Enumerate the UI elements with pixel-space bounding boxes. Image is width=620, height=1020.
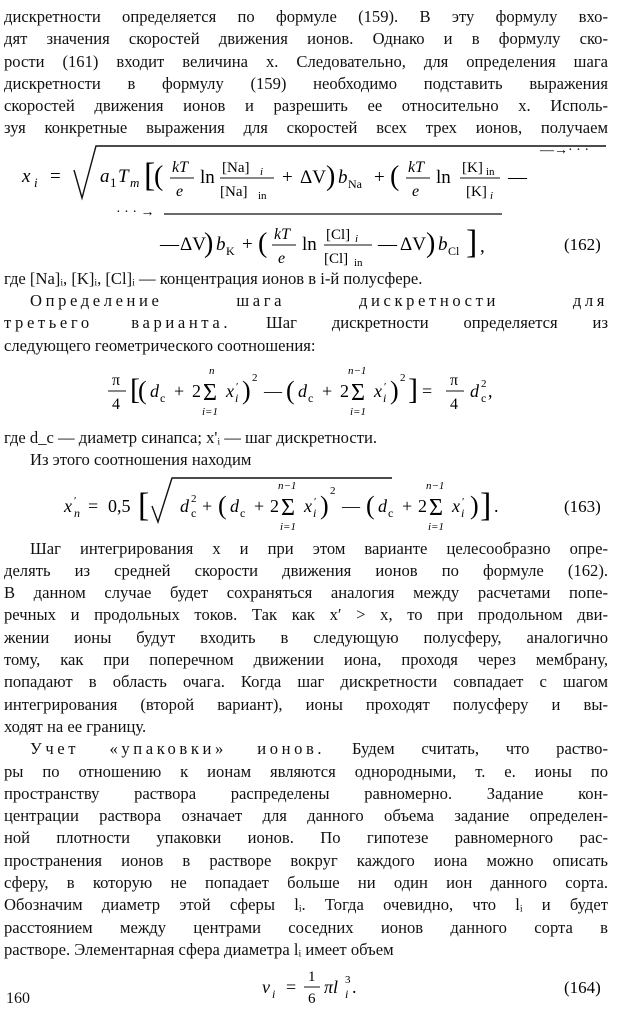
paragraph-ion-packing <box>4 738 608 961</box>
svg-text:i: i <box>345 987 349 1002</box>
svg-text:+: + <box>202 495 213 516</box>
text-line: растворе. Элементарная сфера диаметра lᵢ имеет объем <box>4 939 394 959</box>
text-line: тому, как при поперечном движении иона, проходя через мембрану, <box>4 650 608 670</box>
svg-text:′: ′ <box>462 495 465 508</box>
text-line: попадают в область очага. Когда шаг дискретности совпадает с шагом <box>4 672 608 692</box>
svg-text:+: + <box>174 380 185 401</box>
svg-text:d: d <box>470 380 479 401</box>
svg-text:x: x <box>64 495 72 516</box>
svg-text:c: c <box>388 505 394 520</box>
svg-text:i: i <box>313 505 317 520</box>
svg-text:′: ′ <box>74 494 77 507</box>
svg-text:(: ( <box>286 375 295 405</box>
svg-text:i: i <box>355 232 359 245</box>
svg-text:[Na]: [Na] <box>222 159 250 176</box>
svg-text:i=1: i=1 <box>350 405 366 418</box>
text-line: где [Na]ᵢ, [K]ᵢ, [Cl]ᵢ — концентрация ионов в i-й полусфере. <box>4 268 423 288</box>
svg-text:2: 2 <box>191 492 197 505</box>
svg-text:a: a <box>100 165 110 187</box>
equation-163 <box>4 472 608 538</box>
svg-text:]: ] <box>408 372 418 406</box>
page-number: 160 <box>6 990 30 1007</box>
svg-text:c: c <box>160 390 166 405</box>
svg-text:): ) <box>470 490 479 520</box>
svg-text:d: d <box>230 495 239 516</box>
svg-text:e: e <box>176 182 184 200</box>
svg-text:d: d <box>180 495 189 516</box>
svg-text:+: + <box>374 166 385 188</box>
svg-text:c: c <box>240 505 246 520</box>
svg-text:c: c <box>308 390 314 405</box>
equation-geometric <box>4 357 608 427</box>
text-line: речных и продольных токов. Так как x′ > x, то при продольном дви- <box>4 605 608 625</box>
eq162-lhs: x <box>22 165 31 187</box>
svg-text:(: ( <box>218 490 227 520</box>
svg-text:c: c <box>191 505 197 520</box>
svg-text:d: d <box>298 380 307 401</box>
svg-text:n: n <box>209 364 215 377</box>
text-line: скоростей движения ионов и разрешить ее относительно x. Исполь- <box>4 96 608 116</box>
heading-ion-packing: Учет «упаковки» ионов. Будем считать, что раство- <box>30 739 608 759</box>
text-line: следующего геометрического соотношения: <box>4 335 316 355</box>
svg-text:i=1: i=1 <box>202 405 218 418</box>
svg-text:=: = <box>422 380 433 401</box>
svg-text:1: 1 <box>308 969 316 986</box>
svg-text:ln: ln <box>302 233 317 255</box>
svg-text:—: — <box>378 233 397 255</box>
svg-text:in: in <box>354 256 363 269</box>
svg-text:4: 4 <box>112 395 120 413</box>
text-line: Обозначим диаметр этой сферы lᵢ. Тогда очевидно, что lᵢ и будет <box>4 895 608 915</box>
svg-text:x: x <box>374 380 382 401</box>
svg-text:3: 3 <box>345 974 351 987</box>
svg-text:(: ( <box>154 160 164 192</box>
svg-text:in: in <box>486 165 495 178</box>
svg-text:.: . <box>494 495 499 516</box>
text-line: жении ионы будут входить в следующую полусферу, аналогично <box>4 627 608 647</box>
paragraph-intro <box>4 6 608 140</box>
svg-text:—: — <box>160 233 179 255</box>
svg-text:=: = <box>50 165 61 187</box>
svg-text:i: i <box>461 505 465 520</box>
svg-text:(: ( <box>258 227 268 259</box>
svg-text:]: ] <box>480 486 492 524</box>
svg-text:Σ: Σ <box>281 494 295 521</box>
svg-text:′: ′ <box>236 380 239 393</box>
svg-text:2: 2 <box>418 495 427 516</box>
svg-text:+: + <box>282 166 293 188</box>
svg-text:K: K <box>226 243 235 258</box>
svg-text:kT: kT <box>172 158 188 176</box>
svg-text:6: 6 <box>308 991 316 1008</box>
text-line: дискретности в формулу (159) необходимо подставить выражения <box>4 73 608 93</box>
text-line: пространения ионов в растворе вокруг каждого иона можно описать <box>4 850 608 870</box>
text-line: третьего варианта. Шаг дискретности определяется из <box>4 313 608 333</box>
svg-text:i: i <box>383 390 387 405</box>
svg-text:—: — <box>508 166 527 188</box>
svg-text:i: i <box>260 165 264 178</box>
svg-text:πl: πl <box>324 977 339 998</box>
svg-text:π: π <box>450 371 459 389</box>
svg-text:b: b <box>438 233 448 255</box>
svg-text:Σ: Σ <box>203 379 217 406</box>
svg-text:+: + <box>242 233 253 255</box>
svg-text:[: [ <box>144 156 156 194</box>
svg-text:[K]: [K] <box>462 159 483 176</box>
svg-text:.: . <box>352 977 357 998</box>
svg-text:2: 2 <box>340 380 349 401</box>
equation-162 <box>4 140 608 270</box>
svg-text:ΔV: ΔV <box>400 233 426 255</box>
svg-text:+: + <box>254 495 265 516</box>
svg-text:in: in <box>258 189 267 202</box>
svg-text:i: i <box>490 189 494 202</box>
svg-text:kT: kT <box>408 158 424 176</box>
svg-text:=: = <box>286 977 297 998</box>
svg-text:Na: Na <box>348 176 362 191</box>
svg-text:): ) <box>320 490 329 520</box>
text-line: где d_c — диаметр синапса; x'ᵢ — шаг дискретности. <box>4 427 377 447</box>
svg-text:ΔV: ΔV <box>180 233 206 255</box>
svg-text:2: 2 <box>330 484 336 497</box>
text-line: расстоянием между центрами соседних ионов данного сорта в <box>4 917 608 937</box>
svg-text:+: + <box>322 380 333 401</box>
paragraph-integration-step <box>4 538 608 739</box>
equation-164 <box>4 961 608 1013</box>
heading-third-variant: Определение шага дискретности для <box>30 291 608 311</box>
svg-text:2: 2 <box>192 380 201 401</box>
svg-text:ΔV: ΔV <box>300 166 326 188</box>
svg-text:—: — <box>342 495 360 516</box>
svg-text:e: e <box>278 249 286 267</box>
svg-text:n−1: n−1 <box>348 364 367 377</box>
svg-text:—: — <box>264 380 282 401</box>
svg-text:[: [ <box>138 486 150 524</box>
text-line: ной плотности упаковки ионов. По гипотезе равномерного рас- <box>4 828 608 848</box>
svg-text:x: x <box>304 495 312 516</box>
svg-text:kT: kT <box>274 225 290 243</box>
svg-text:,: , <box>488 380 493 401</box>
svg-text:c: c <box>481 390 487 405</box>
svg-text:d: d <box>150 380 159 401</box>
svg-text:′: ′ <box>384 380 387 393</box>
svg-text:(: ( <box>390 160 400 192</box>
svg-text:—→· · ·: —→· · · <box>540 142 589 158</box>
svg-text:v: v <box>262 977 270 998</box>
text-line: зуя конкретные выражения для скоростей всех трех ионов, получаем <box>4 118 608 138</box>
text-line: центрации раствора означает для данного объема задание определен- <box>4 806 608 826</box>
svg-text:1: 1 <box>110 174 117 190</box>
svg-text:i: i <box>272 987 276 1002</box>
equation-number: (163) <box>564 496 601 516</box>
text-line: ходят на ее границу. <box>4 716 147 736</box>
svg-text:2: 2 <box>252 371 258 384</box>
svg-text:+: + <box>402 495 413 516</box>
svg-text:π: π <box>112 371 121 389</box>
svg-text:i: i <box>235 390 239 405</box>
text-line: делять из средней скорости движения ионов по формуле (162). <box>4 560 608 580</box>
svg-text:]: ] <box>466 223 478 261</box>
svg-text:(: ( <box>138 375 147 405</box>
svg-text:): ) <box>426 227 436 259</box>
svg-text:i=1: i=1 <box>428 520 444 533</box>
svg-text:T: T <box>118 165 129 187</box>
text-line: В данном случае будет сохраняться аналогия между расчетами попе- <box>4 583 608 603</box>
svg-text:2: 2 <box>400 371 406 384</box>
svg-text:(: ( <box>366 490 375 520</box>
svg-text:0,5: 0,5 <box>108 495 131 516</box>
svg-text:): ) <box>204 227 214 259</box>
svg-text:n: n <box>74 505 80 520</box>
svg-text:): ) <box>242 375 251 405</box>
text-line: сферу, в которую не попадает больше ни один ион данного сорта. <box>4 873 608 893</box>
svg-text:[: [ <box>130 372 140 406</box>
svg-text:i=1: i=1 <box>280 520 296 533</box>
svg-text:Cl: Cl <box>448 243 460 258</box>
eq162-lhs-sub: i <box>34 174 38 190</box>
svg-text:2: 2 <box>270 495 279 516</box>
text-line: интегрирования (второй вариант), ионы проходят полусферу и вы- <box>4 694 608 714</box>
text-line: дят значения скоростей движения ионов. Однако и в формулу ско- <box>4 29 608 49</box>
text-line: рости (161) входит величина x. Следовательно, для определения шага <box>4 51 608 71</box>
svg-text:′: ′ <box>314 495 317 508</box>
svg-text:b: b <box>216 233 226 255</box>
svg-text:e: e <box>412 182 420 200</box>
text-line: Из этого соотношения находим <box>30 450 252 470</box>
svg-text:n−1: n−1 <box>426 479 445 492</box>
svg-text:ln: ln <box>436 166 451 188</box>
text-line: Шаг интегрирования x и при этом варианте целесообразно опре- <box>30 538 608 558</box>
svg-text:n−1: n−1 <box>278 479 297 492</box>
formula-162 <box>4 140 608 270</box>
svg-text:,: , <box>480 235 485 257</box>
svg-text:x: x <box>452 495 460 516</box>
text-line: пространству раствора распределены равномерно. Задание кон- <box>4 783 608 803</box>
svg-text:· · · →: · · · → <box>116 204 155 220</box>
svg-text:Σ: Σ <box>351 379 365 406</box>
svg-text:[K]: [K] <box>466 183 487 200</box>
svg-text:x: x <box>226 380 234 401</box>
svg-text:d: d <box>378 495 387 516</box>
svg-text:=: = <box>88 495 99 516</box>
svg-text:): ) <box>390 375 399 405</box>
text-line: дискретности определяется по формуле (159). В эту формулу вхо- <box>4 7 608 26</box>
svg-text:[Cl]: [Cl] <box>326 226 351 243</box>
equation-number: (162) <box>564 234 601 254</box>
svg-text:): ) <box>326 160 336 192</box>
svg-text:4: 4 <box>450 395 458 413</box>
svg-text:[Cl]: [Cl] <box>324 250 349 267</box>
svg-text:Σ: Σ <box>429 494 443 521</box>
svg-text:b: b <box>338 166 348 188</box>
svg-text:ln: ln <box>200 166 215 188</box>
svg-text:[Na]: [Na] <box>220 183 248 200</box>
text-line: ры по отношению к ионам являются однородными, т. е. ионы по <box>4 761 608 781</box>
svg-text:m: m <box>130 174 140 190</box>
equation-number: (164) <box>564 978 601 998</box>
svg-text:2: 2 <box>481 377 487 390</box>
